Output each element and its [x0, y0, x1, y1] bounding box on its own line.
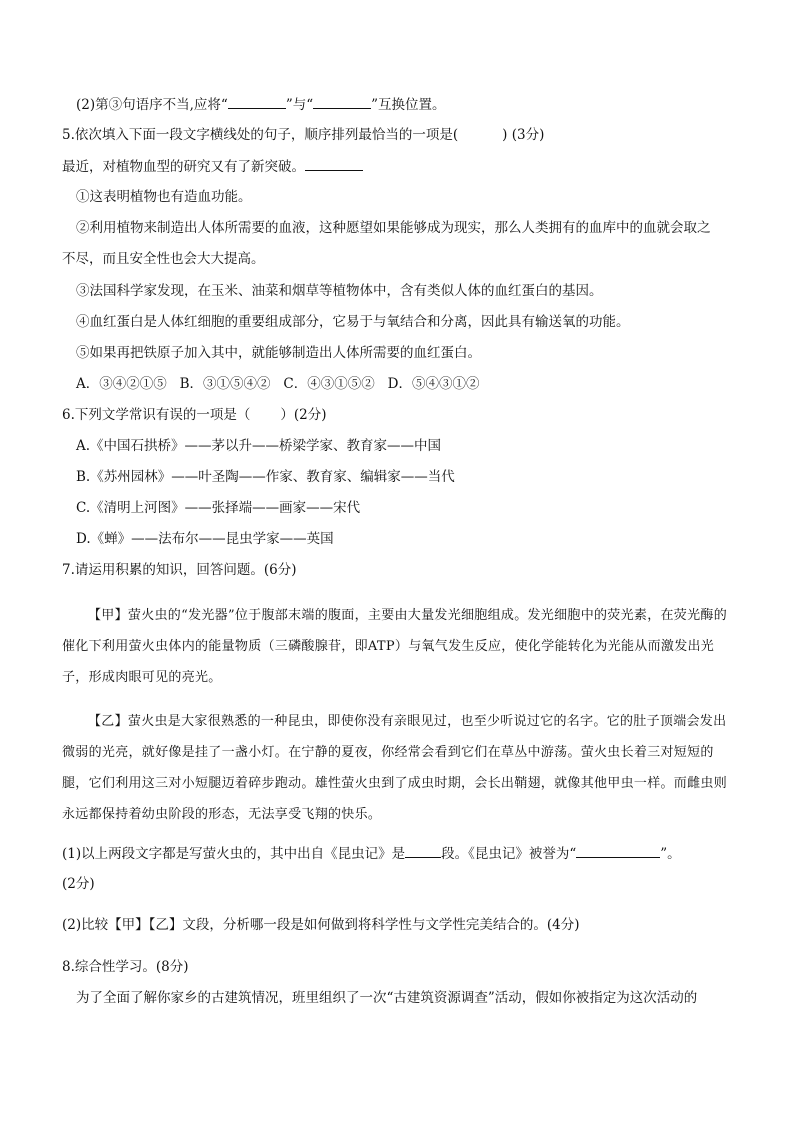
choice-d[interactable]: D.《蝉》——法布尔——昆虫学家——英国 — [76, 531, 334, 547]
passage-yi: 【乙】萤火虫是大家很熟悉的一种昆虫，即使你没有亲眼见过，也至少听说过它的名字。它的肚子顶端会发出微弱的光亮，就好像是挂了一盏小灯。在宁静的夏夜，你经常会看到它们在草丛中游荡。萤火虫长着三对短短的腿，它们利用这三对小短腿迈着碎步跑动。雄性萤火虫到了成虫时期，会长出鞘翅，就像其他甲虫一样。而雌虫则永远都保持着幼虫阶段的形态，无法享受飞翔的快乐。 — [62, 714, 728, 822]
answer-blank[interactable] — [576, 843, 660, 858]
choice-a[interactable]: A．③④②①⑤ — [76, 376, 167, 392]
q5-item: 不尽，而且安全性也会大大提高。 — [62, 251, 265, 267]
q7-sub1-score: (2分) — [62, 876, 95, 892]
q5-item: ③法国科学家发现，在玉米、油菜和烟草等植物体中，含有类似人体的血红蛋白的基因。 — [76, 283, 603, 299]
q8-stem: 8.综合性学习。(8分) — [62, 959, 189, 975]
q7-stem: 7.请运用积累的知识，回答问题。(6分) — [62, 562, 297, 578]
q5-item: ②利用植物来制造出人体所需要的血液，这种愿望如果能够成为现实，那么人类拥有的血库中的血就会取之 — [76, 220, 711, 236]
q5-item: ⑤如果再把铁原子加入其中，就能够制造出人体所需要的血红蛋白。 — [76, 345, 481, 361]
q5-stem: 5.依次填入下面一段文字横线处的句子，顺序排列最恰当的一项是( ) (3分) — [62, 127, 545, 143]
q5-choices — [76, 374, 479, 394]
q5-item: ①这表明植物也有造血功能。 — [76, 189, 252, 205]
q8-intro: 为了全面了解你家乡的古建筑情况，班里组织了一次“古建筑资源调查”活动，假如你被指定为这次活动的 — [76, 990, 698, 1006]
answer-blank[interactable] — [313, 94, 371, 109]
choice-a[interactable]: A.《中国石拱桥》——茅以升——桥梁学家、教育家——中国 — [76, 438, 442, 454]
choice-c[interactable]: C．④③①⑤② — [283, 376, 375, 392]
choice-d[interactable]: D．⑤④③①② — [387, 376, 480, 392]
passage-jia: 【甲】萤火虫的“发光器”位于腹部末端的腹面，主要由大量发光细胞组成。发光细胞中的荧光素，在荧光酶的催化下利用萤火虫体内的能量物质（三磷酸腺苷，即ATP）与氧气发生反应，使化学能转化为光能从而激发出光子，形成肉眼可见的亮光。 — [62, 608, 727, 685]
q6-stem: 6.下列文学常识有误的一项是（ ）(2分) — [62, 407, 327, 423]
q4-sub2: (2)第③句语序不当,应将“ ”与“ ”互换位置。 — [76, 94, 446, 115]
answer-blank[interactable] — [228, 94, 286, 109]
q5-item: ④血红蛋白是人体红细胞的重要组成部分，它易于与氧结合和分离，因此具有输送氧的功能。 — [76, 314, 630, 330]
q7-sub2: (2)比较【甲】【乙】文段，分析哪一段是如何做到将科学性与文学性完美结合的。(4分) — [62, 917, 580, 933]
q5-lead: 最近，对植物血型的研究又有了新突破。 — [62, 156, 363, 177]
answer-blank[interactable] — [405, 843, 441, 858]
choice-b[interactable]: B．③①⑤④② — [179, 376, 271, 392]
choice-b[interactable]: B.《苏州园林》——叶圣陶——作家、教育家、编辑家——当代 — [76, 469, 455, 485]
choice-c[interactable]: C.《清明上河图》——张择端——画家——宋代 — [76, 500, 361, 516]
answer-blank[interactable] — [305, 156, 363, 171]
q7-sub1: (1)以上两段文字都是写萤火虫的，其中出自《昆虫记》是 段。《昆虫记》被誉为“ ”。 — [62, 843, 681, 864]
